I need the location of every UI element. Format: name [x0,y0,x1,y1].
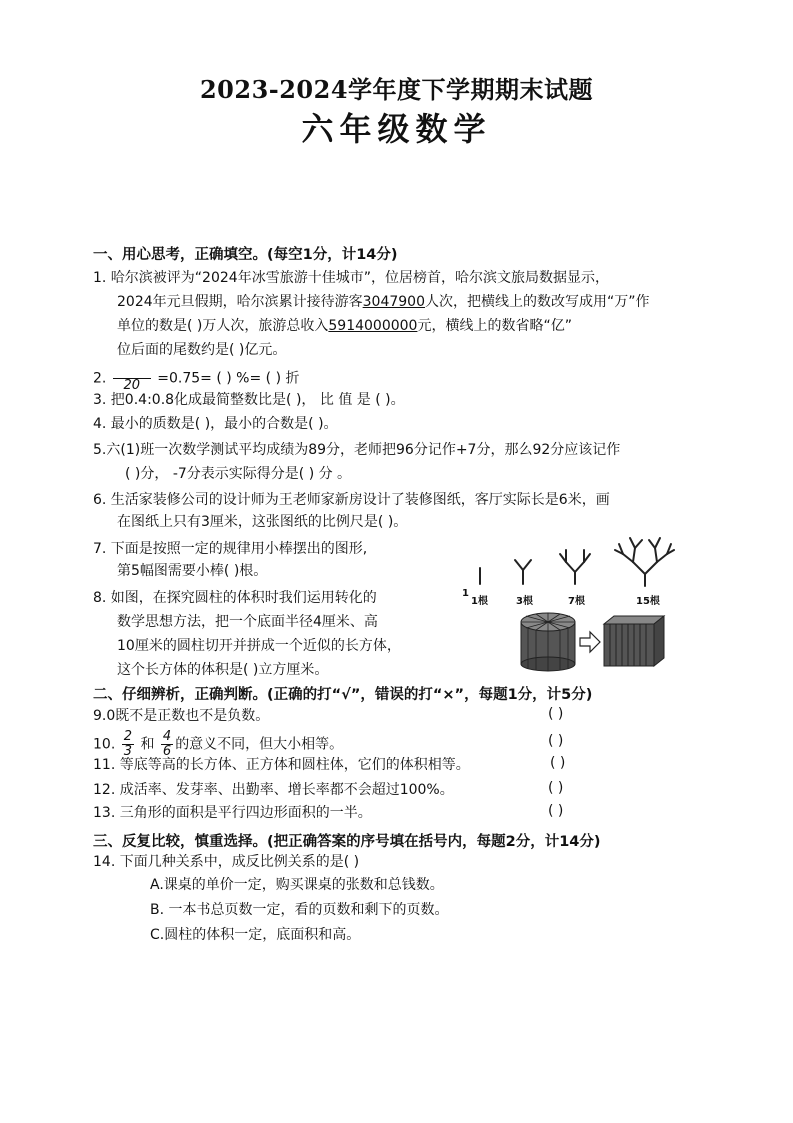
q12-line: 12. 成活率、发芽率、出勤率、增长率都不会超过100%。 [93,782,454,798]
q2-rest: =0.75= ( ) %= ( ) 折 [157,370,300,387]
q10-rest: 的意义不同，但大小相等。 [175,736,344,753]
q14-option-b[interactable]: B. 一本书总页数一定，看的页数和剩下的页数。 [150,902,449,918]
q10-f1-num: 2 [123,729,132,744]
q1-line3-a: 单位的数是( )万人次，旅游总收入 [117,318,329,334]
q14-option-a[interactable]: A.课桌的单价一定，购买课桌的张数和总钱数。 [150,877,444,893]
q8-line1: 8. 如图，在探究圆柱的体积时我们运用转化的 [93,590,377,606]
q7-line2: 第5幅图需要小棒( )根。 [117,563,268,579]
q2-fraction [113,364,151,393]
q1-line4: 位后面的尾数约是( )亿元。 [117,342,287,358]
section1-heading: 一、用心思考，正确填空。(每空1分，计14分) [93,247,398,263]
q11-line: 11. 等底等高的长方体、正方体和圆柱体，它们的体积相等。 [93,757,470,773]
q6-line2: 在图纸上只有3厘米，这张图纸的比例尺是( )。 [117,514,408,530]
q8-line4: 这个长方体的体积是( )立方厘米。 [117,662,329,678]
fig-label-1: 1根 [471,596,488,607]
q13-line: 13. 三角形的面积是平行四边形面积的一半。 [93,805,372,821]
q9-line: 9.0既不是正数也不是负数。 [93,708,270,724]
q2-fraction-denominator: 20 [123,378,141,393]
q6-line1: 6. 生活家装修公司的设计师为王老师家新房设计了装修图纸，客厅实际长是6米，画 [93,492,610,508]
q10-f2-num: 4 [162,729,172,744]
fig-label-index: 1 [462,588,469,599]
q10-answer-paren[interactable]: ( ) [548,733,564,749]
cylinder-to-cuboid-figure [518,610,668,674]
q5-line2: ( )分， -7分表示实际得分是( ) 分 。 [125,466,352,482]
q11-answer-paren[interactable]: ( ) [550,755,566,771]
exam-title: 2023-2024学年度下学期期末试题 [199,75,594,104]
q2-line [93,364,299,393]
q1-line2-a: 2024年元旦假期，哈尔滨累计接待游客 [117,294,363,310]
q5-line1: 5.六(1)班一次数学测试平均成绩为89分，老师把96分记作+7分，那么92分应该记作 [93,442,621,458]
q10-and: 和 [140,736,155,753]
q1-line2-b: 人次，把横线上的数改写成用“万”作 [425,294,650,310]
exam-subtitle: 六年级数学 [301,110,492,148]
q14-option-c[interactable]: C.圆柱的体积一定，底面积和高。 [150,927,361,943]
q1-visitors-number: 3047900 [362,294,425,310]
q8-line2: 数学思想方法，把一个底面半径4厘米、高 [117,614,378,630]
q1-line2 [117,292,650,312]
section3-heading: 三、反复比较，慎重选择。(把正确答案的序号填在括号内，每题2分，计14分) [93,834,601,850]
q8-line3: 10厘米的圆柱切开并拼成一个近似的长方体， [117,638,401,654]
q2-number: 2. [93,370,107,387]
q10-number: 10. [93,736,116,753]
q1-line3 [117,316,572,336]
q1-line1: 1. 哈尔滨被评为“2024年冰雪旅游十佳城市”，位居榜首，哈尔滨文旅局数据显示， [93,270,609,286]
section2-heading: 二、仔细辨析，正确判断。(正确的打“√”，错误的打“×”，每题1分，计5分) [93,687,593,703]
q1-income-number: 5914000000 [328,318,418,334]
q12-answer-paren[interactable]: ( ) [548,780,564,796]
q10-f1-den: 3 [123,744,132,759]
fig-label-15: 15根 [636,596,660,607]
fig-label-7: 7根 [568,596,585,607]
q1-line3-b: 元，横线上的数省略“亿” [417,318,572,334]
q9-answer-paren[interactable]: ( ) [548,706,564,722]
q14-stem: 14. 下面几种关系中，成反比例关系的是( ) [93,854,360,870]
q7-line1: 7. 下面是按照一定的规律用小棒摆出的图形, [93,541,368,557]
q3-line: 3. 把0.4:0.8化成最简整数比是( )， 比 值 是 ( )。 [93,392,405,408]
fig-label-3: 3根 [516,596,533,607]
q4-line: 4. 最小的质数是( )，最小的合数是( )。 [93,416,338,432]
q10-f2-den: 6 [162,744,172,759]
q13-answer-paren[interactable]: ( ) [548,803,564,819]
